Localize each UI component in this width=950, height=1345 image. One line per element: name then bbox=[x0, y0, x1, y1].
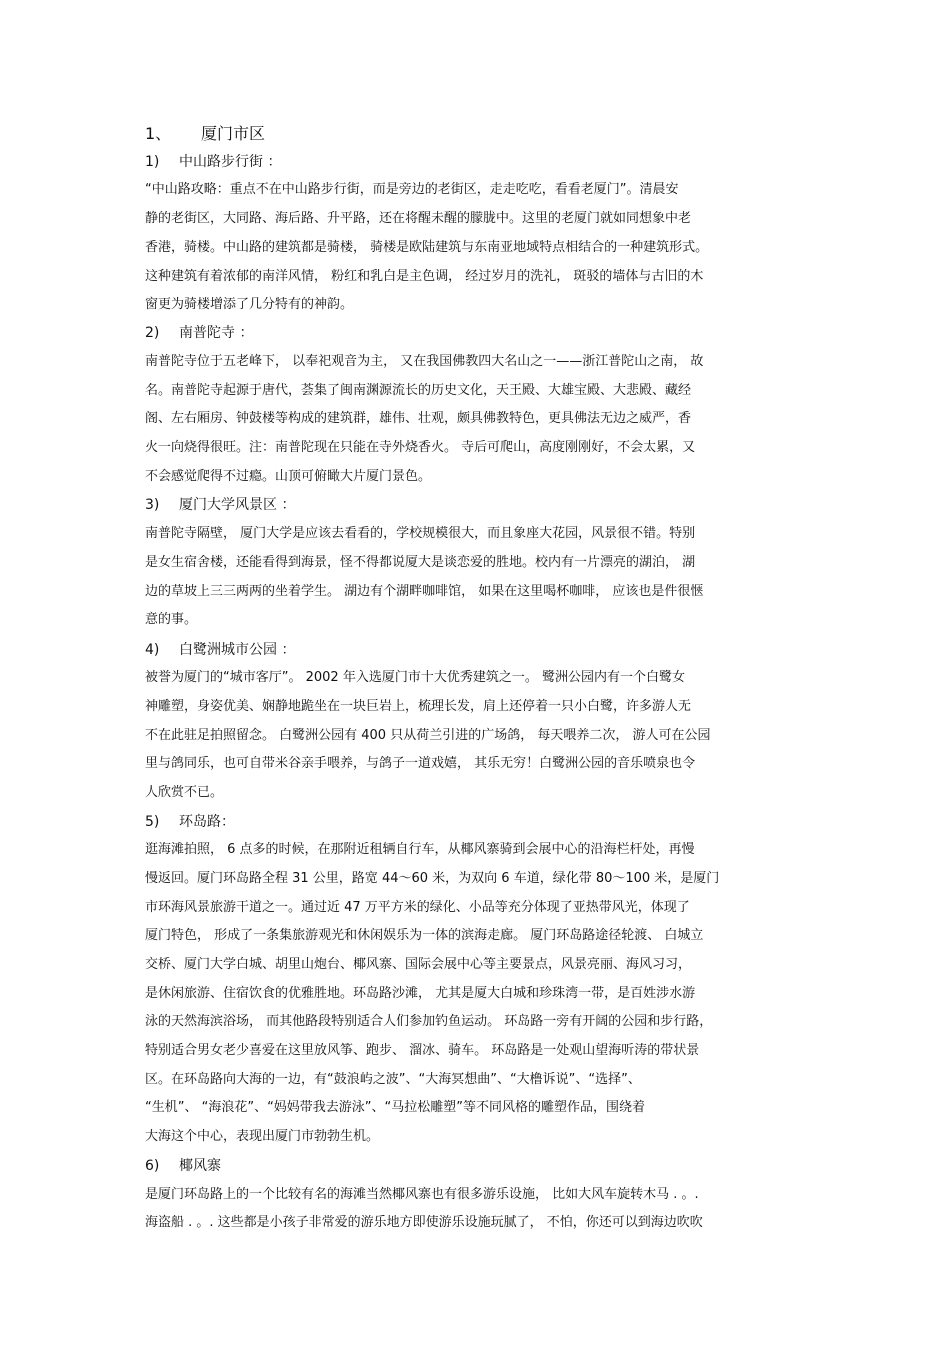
paragraph-line: 特别适合男女老少喜爱在这里放风筝、跑步、 溜冰、骑车。 环岛路是一处观山望海听涛的带状景 bbox=[145, 1043, 700, 1058]
page-title bbox=[145, 121, 265, 144]
paragraph-line: “中山路攻略：重点不在中山路步行街，而是旁边的老街区，走走吃吃，看看老厦门”。清晨安 bbox=[145, 182, 679, 197]
paragraph-line: 慢返回。厦门环岛路全程 31 公里，路宽 44～60 米，为双向 6 车道，绿化带 80～100 米，是厦门 bbox=[145, 871, 720, 886]
paragraph-line: 不在此驻足拍照留念。 白鹭洲公园有 400 只从荷兰引进的广场鸽， 每天喂养二次， 游人可在公园 bbox=[145, 728, 711, 743]
paragraph-line: 是休闲旅游、住宿饮食的优雅胜地。环岛路沙滩， 尤其是厦大白城和珍珠湾一带，是百姓涉水游 bbox=[145, 986, 696, 1001]
paragraph-line: 泳的天然海滨浴场， 而其他路段特别适合人们参加钓鱼运动。 环岛路一旁有开阔的公园和步行路， bbox=[145, 1014, 713, 1029]
section-heading-text: 厦门大学风景区 ： bbox=[179, 497, 296, 513]
paragraph-line: 意的事。 bbox=[145, 612, 198, 627]
section-heading bbox=[145, 494, 295, 514]
paragraph-line: 人欣赏不已。 bbox=[145, 785, 224, 800]
title-text: 厦门市区 bbox=[201, 124, 266, 143]
section-number: 1) bbox=[145, 154, 160, 170]
section-heading-text: 南普陀寺 ： bbox=[179, 325, 254, 341]
section-number: 6) bbox=[145, 1158, 160, 1174]
title-number: 1、 bbox=[145, 124, 172, 143]
section-number: 5) bbox=[145, 814, 160, 830]
paragraph-line: 阁、左右厢房、钟鼓楼等构成的建筑群，雄伟、壮观，颇具佛教特色，更具佛法无边之威严，香 bbox=[145, 411, 692, 426]
section-heading bbox=[145, 811, 235, 831]
paragraph-line: 南普陀寺隔壁， 厦门大学是应该去看看的，学校规模很大，而且象座大花园，风景很不错。特别 bbox=[145, 526, 696, 541]
section-heading bbox=[145, 151, 281, 171]
section-heading bbox=[145, 639, 295, 659]
paragraph-line: 大海这个中心，表现出厦门市勃勃生机。 bbox=[145, 1129, 380, 1144]
section-heading-text: 椰风寨 bbox=[179, 1158, 221, 1174]
paragraph-line: 静的老街区，大同路、海后路、升平路，还在将醒未醒的朦胧中。这里的老厦门就如同想象中老 bbox=[145, 211, 692, 226]
paragraph-line: 区。在环岛路向大海的一边，有“鼓浪屿之波”、“大海冥想曲”、“大橹诉说”、“选择”、 bbox=[145, 1072, 641, 1087]
section-heading bbox=[145, 322, 253, 342]
section-heading-text: 中山路步行街 ： bbox=[179, 154, 282, 170]
paragraph-line: 边的草坡上三三两两的坐着学生。 湖边有个湖畔咖啡馆， 如果在这里喝杯咖啡， 应该也是件很惬 bbox=[145, 584, 704, 599]
paragraph-line: 窗更为骑楼增添了几分特有的神韵。 bbox=[145, 297, 354, 312]
paragraph-line: 是女生宿舍楼，还能看得到海景，怪不得都说厦大是谈恋爱的胜地。校内有一片漂亮的湖泊， 湖 bbox=[145, 555, 696, 570]
paragraph-line: 神雕塑，身姿优美、娴静地跪坐在一块巨岩上，梳理长发，肩上还停着一只小白鹭，许多游人无 bbox=[145, 699, 692, 714]
section-number: 2) bbox=[145, 325, 160, 341]
section-number: 3) bbox=[145, 497, 160, 513]
section-heading-text: 环岛路： bbox=[179, 814, 235, 830]
paragraph-line: 被誉为厦门的“城市客厅”。 2002 年入选厦门市十大优秀建筑之一。 鹭洲公园内有一个白鹭女 bbox=[145, 670, 685, 685]
paragraph-line: “生机”、 “海浪花”、“妈妈带我去游泳”、“马拉松雕塑”等不同风格的雕塑作品，围绕着 bbox=[145, 1100, 646, 1115]
paragraph-line: 市环海风景旅游干道之一。通过近 47 万平方米的绿化、小品等充分体现了亚热带风光，体现了 bbox=[145, 900, 690, 915]
paragraph-line: 海盗船 . 。. 这些都是小孩子非常爱的游乐地方即使游乐设施玩腻了， 不怕，你还可以到海边吹吹 bbox=[145, 1215, 703, 1230]
section-heading-text: 白鹭洲城市公园 ： bbox=[179, 642, 296, 658]
paragraph-line: 名。南普陀寺起源于唐代，荟集了闽南渊源流长的历史文化，天王殿、大雄宝殿、大悲殿、藏经 bbox=[145, 383, 692, 398]
paragraph-line: 厦门特色， 形成了一条集旅游观光和休闲娱乐为一体的滨海走廊。 厦门环岛路途径轮渡、 白城立 bbox=[145, 928, 704, 943]
paragraph-line: 香港，骑楼。中山路的建筑都是骑楼， 骑楼是欧陆建筑与东南亚地域特点相结合的一种建筑形式。 bbox=[145, 240, 709, 255]
paragraph-line: 交桥、厦门大学白城、胡里山炮台、椰风寨、国际会展中心等主要景点，风景亮丽、海风习习， bbox=[145, 957, 692, 972]
paragraph-line: 里与鸽同乐，也可自带米谷亲手喂养，与鸽子一道戏嬉， 其乐无穷！白鹭洲公园的音乐喷泉也令 bbox=[145, 756, 696, 771]
paragraph-line: 不会感觉爬得不过瘾。山顶可俯瞰大片厦门景色。 bbox=[145, 469, 432, 484]
paragraph-line: 火一向烧得很旺。注：南普陀现在只能在寺外烧香火。 寺后可爬山，高度刚刚好，不会太累，又 bbox=[145, 440, 696, 455]
section-number: 4) bbox=[145, 642, 160, 658]
section-heading bbox=[145, 1155, 221, 1175]
paragraph-line: 南普陀寺位于五老峰下， 以奉祀观音为主， 又在我国佛教四大名山之一——浙江普陀山之南， 故 bbox=[145, 354, 704, 369]
paragraph-line: 逛海滩拍照， 6 点多的时候，在那附近租辆自行车，从椰风寨骑到会展中心的沿海栏杆处，再慢 bbox=[145, 842, 695, 857]
paragraph-line: 这种建筑有着浓郁的南洋风情， 粉红和乳白是主色调， 经过岁月的洗礼， 斑驳的墙体与古旧的木 bbox=[145, 269, 704, 284]
paragraph-line: 是厦门环岛路上的一个比较有名的海滩当然椰风寨也有很多游乐设施， 比如大风车旋转木马 . 。. bbox=[145, 1187, 699, 1202]
